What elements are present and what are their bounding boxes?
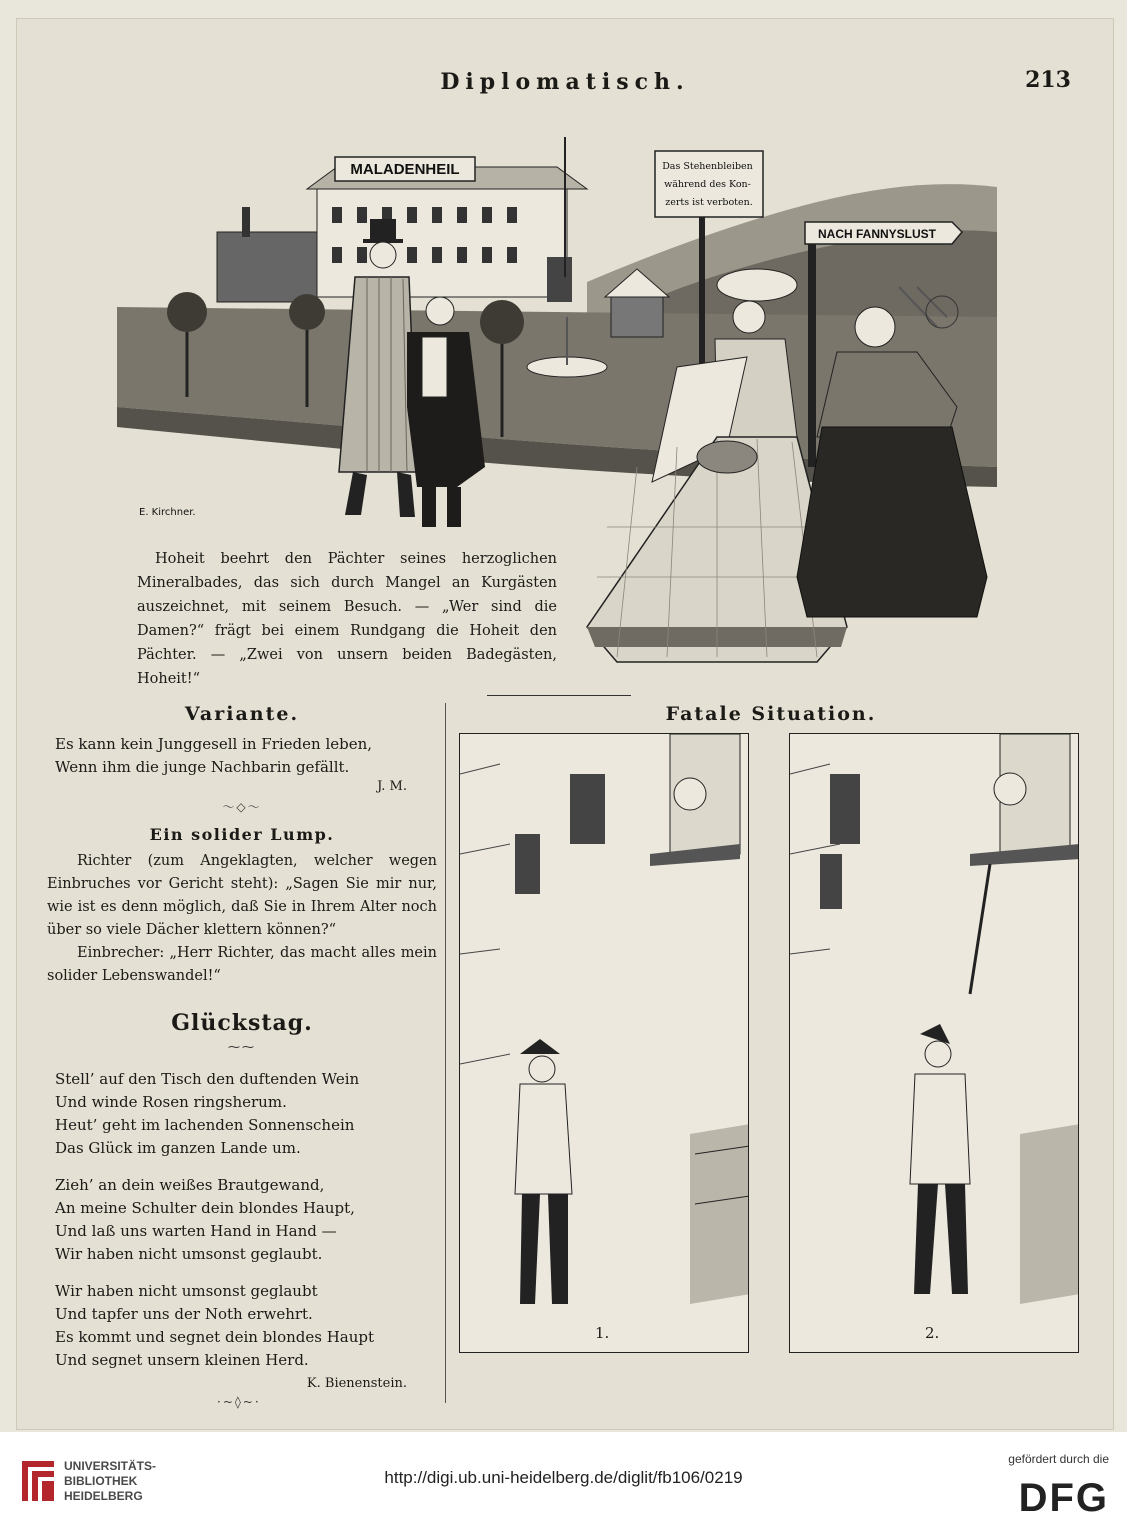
panel-number: 2.	[925, 1324, 940, 1342]
variante-title: Variante.	[184, 703, 300, 725]
poem-line: Heut’ geht im lachenden Sonnenschein	[55, 1116, 355, 1134]
comic-panel-1	[459, 733, 749, 1353]
lump-paragraph: Richter (zum Angeklagten, welcher wegen Einbruches vor Gericht steht): „Sagen Sie mir nur, wie ist es denn möglich, daß Sie in Ihrem Alter noch über so viele Dächer klettern können?“	[47, 853, 437, 938]
gluckstag-stanza	[55, 1280, 437, 1372]
variante-verse	[55, 733, 437, 779]
poem-line: Und winde Rosen ringsherum.	[55, 1093, 287, 1111]
poem-line: Und laß uns warten Hand in Hand —	[55, 1222, 337, 1240]
magazine-page	[16, 18, 1114, 1430]
page-number: 213	[1025, 67, 1071, 93]
comic-panel-2	[789, 733, 1079, 1353]
poem-line: An meine Schulter dein blondes Haupt,	[55, 1199, 355, 1217]
lump-text	[47, 850, 437, 988]
page-title: Diplomatisch.	[440, 69, 690, 95]
left-column	[47, 703, 437, 1409]
building-sign-text: MALADENHEIL	[350, 161, 460, 178]
dfg-logo: DFG	[1018, 1476, 1109, 1520]
poem-line: Das Glück im ganzen Lande um.	[55, 1139, 301, 1157]
page-header	[17, 59, 1113, 93]
section-divider	[487, 695, 631, 696]
poem-line: Und segnet unsern kleinen Herd.	[55, 1351, 309, 1369]
poem-line: Stell’ auf den Tisch den duftenden Wein	[55, 1070, 360, 1088]
main-caption	[137, 547, 557, 691]
ornament-divider: ⁓⁓	[228, 1040, 256, 1054]
notice-line-1: Das Stehenbleiben	[662, 161, 753, 172]
institution-line: UNIVERSITÄTS-	[64, 1459, 157, 1473]
gluckstag-title: Glückstag.	[171, 1010, 313, 1036]
notice-line-3: zerts ist verboten.	[665, 197, 753, 208]
gluckstag-stanza	[55, 1068, 437, 1160]
variante-signature: J. M.	[377, 779, 407, 794]
ornament-divider: 〜◇〜	[222, 800, 262, 814]
lump-paragraph: Einbrecher: „Herr Richter, das macht alles mein solider Lebenswandel!“	[47, 945, 437, 984]
ornament-divider: ·~◊~·	[217, 1395, 261, 1409]
gluckstag-signature: K. Bienenstein.	[306, 1376, 407, 1391]
poem-line: Wir haben nicht umsonst geglaubt.	[55, 1245, 323, 1263]
funded-by-label: gefördert durch die	[1008, 1452, 1109, 1466]
panel-number: 1.	[595, 1324, 610, 1342]
svg-text:Das Stehenbleiben währen	[662, 161, 756, 208]
poem-line: Es kommt und segnet dein blondes Haupt	[55, 1328, 375, 1346]
variante-line: Es kann kein Junggesell in Frieden leben,	[55, 735, 373, 753]
poem-line: Zieh’ an dein weißes Brautgewand,	[55, 1176, 325, 1194]
footer-bar	[0, 1432, 1127, 1533]
poem-line: Wir haben nicht umsonst geglaubt	[55, 1282, 318, 1300]
notice-line-2: während des Kon-	[664, 179, 751, 190]
caption-text: Hoheit beehrt den Pächter seines herzoglichen Mineralbades, das sich durch Mangel an Kurgästen auszeichnet, mit seinem Besuch. — „Wer sind die Damen?“ frägt bei einem Rundgang die Hoheit den Pächter. — „Zwei von unsern beiden Badegästen, Hoheit!“	[137, 551, 557, 687]
right-column	[453, 703, 1089, 1413]
poem-line: Und tapfer uns der Noth erwehrt.	[55, 1305, 313, 1323]
source-url-link[interactable]: http://digi.ub.uni-heidelberg.de/diglit/fb106/0219	[384, 1468, 743, 1487]
variante-line: Wenn ihm die junge Nachbarin gefällt.	[55, 758, 350, 776]
fatale-title: Fatale Situation.	[665, 703, 877, 725]
lump-title: Ein solider Lump.	[149, 825, 335, 844]
institution-line: BIBLIOTHEK	[64, 1474, 138, 1488]
column-rule	[445, 703, 446, 1403]
gluckstag-stanza	[55, 1174, 437, 1266]
direction-sign-text: NACH FANNYSLUST	[817, 227, 937, 241]
institution-line: HEIDELBERG	[64, 1489, 143, 1503]
artist-signature: E. Kirchner.	[139, 507, 196, 518]
